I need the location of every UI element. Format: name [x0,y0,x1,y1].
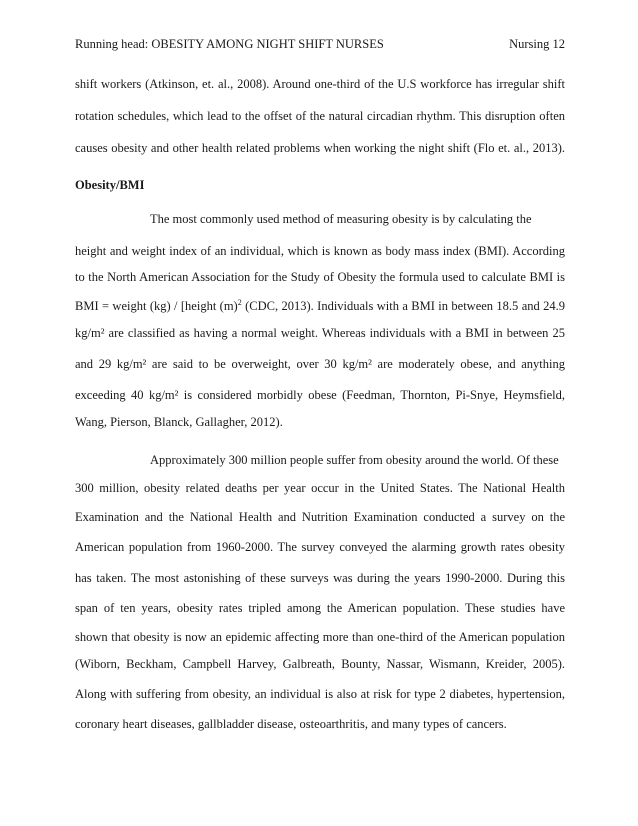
page-header [75,36,565,52]
body-line: kg/m² are classified as having a normal weight. Whereas individuals with a BMI in between 25 [75,326,565,340]
body-line: 300 million, obesity related deaths per year occur in the United States. The National Health [75,481,565,495]
body-line: Examination and the National Health and Nutrition Examination conducted a survey on the [75,510,565,524]
body-line: The most commonly used method of measuring obesity is by calculating the [150,212,532,226]
body-line: shown that obesity is now an epidemic affecting more than one-third of the American population [75,630,565,644]
body-line: and 29 kg/m² are said to be overweight, over 30 kg/m² are moderately obese, and anything [75,357,565,371]
body-line: height and weight index of an individual, which is known as body mass index (BMI). According [75,244,565,258]
body-line: causes obesity and other health related problems when working the night shift (Flo et. al., 2013). [75,141,565,155]
body-line: to the North American Association for the Study of Obesity the formula used to calculate BMI is [75,270,565,284]
body-line: has taken. The most astonishing of these surveys was during the years 1990-2000. During this [75,571,565,585]
body-line: Approximately 300 million people suffer from obesity around the world. Of these [150,453,559,467]
running-head: Running head: OBESITY AMONG NIGHT SHIFT NURSES [75,37,384,51]
body-line: coronary heart diseases, gallbladder disease, osteoarthritis, and many types of cancers. [75,717,507,731]
body-line: exceeding 40 kg/m² is considered morbidly obese (Feedman, Thornton, Pi-Snye, Heymsfield, [75,388,565,402]
body-line: (Wiborn, Beckham, Campbell Harvey, Galbreath, Bounty, Nassar, Wismann, Kreider, 2005). [75,657,565,671]
page-number: Nursing 12 [509,37,565,51]
formula-text: BMI = weight (kg) / [height (m) [75,299,238,313]
section-heading: Obesity/BMI [75,178,145,192]
body-line: shift workers (Atkinson, et. al., 2008). Around one-third of the U.S workforce has irregular shift [75,77,565,91]
body-line: Wang, Pierson, Blanck, Gallagher, 2012). [75,415,283,429]
body-line: span of ten years, obesity rates tripled among the American population. These studies have [75,601,565,615]
body-line: American population from 1960-2000. The survey conveyed the alarming growth rates obesity [75,540,565,554]
formula-text-after: (CDC, 2013). Individuals with a BMI in between 18.5 and 24.9 [241,299,565,313]
bmi-formula-line [75,298,565,314]
body-line: rotation schedules, which lead to the offset of the natural circadian rhythm. This disruption often [75,109,565,123]
body-line: Along with suffering from obesity, an individual is also at risk for type 2 diabetes, hypertension, [75,687,565,701]
formula-superscript: 2 [237,298,242,307]
